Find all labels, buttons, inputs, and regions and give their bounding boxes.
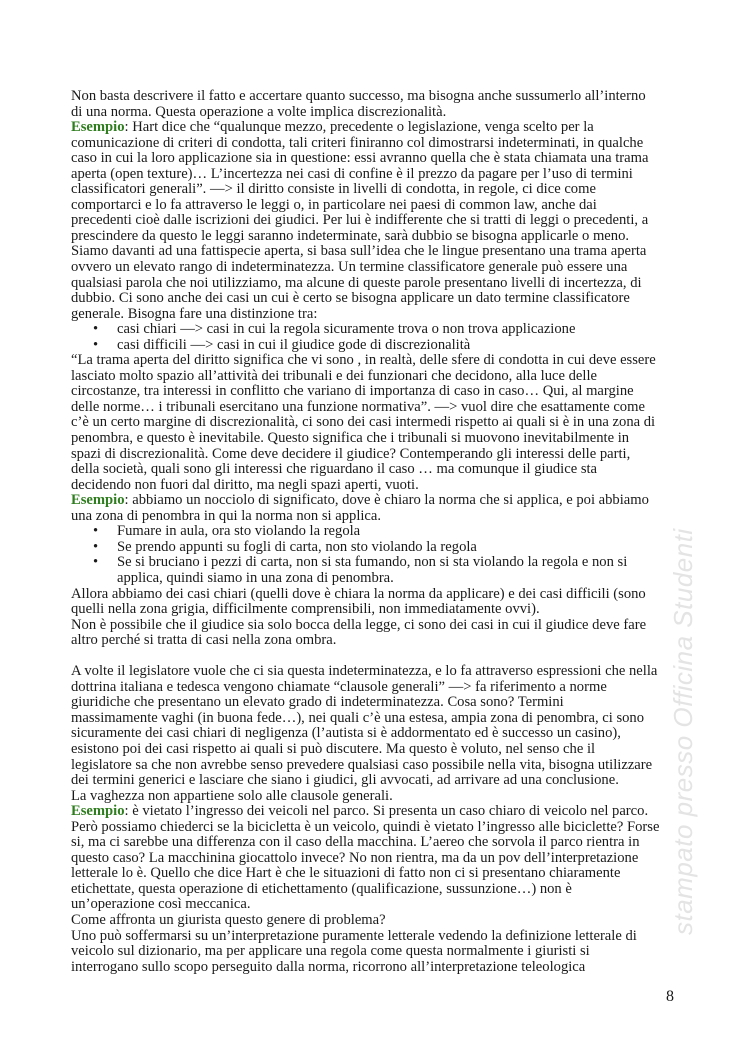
text-line: Allora abbiamo dei casi chiari (quelli dove è chiara la norma da applicare) e dei casi difficili (sono	[71, 585, 646, 602]
text-line: classificatori generali”. —> il diritto consiste in livelli di condotta, in regole, ci dice come	[71, 181, 596, 198]
paragraph	[71, 587, 691, 649]
paragraph	[71, 120, 691, 322]
text-span: : Hart dice che “qualunque mezzo, precedente o legislazione, venga scelto per la	[124, 119, 594, 136]
text-line: esistono poi dei casi rispetto ai quali si può discutere. Ma questo è voluto, nel senso che il	[71, 740, 596, 757]
list-item-text: Se prendo appunti su fogli di carta, non sto violando la regola	[117, 538, 477, 555]
list-item	[71, 322, 691, 338]
text-line: di una norma. Questa operazione a volte implica discrezionalità.	[71, 103, 447, 120]
paragraph	[71, 353, 691, 493]
text-line	[71, 493, 691, 509]
text-line: circostanze, tra interessi in conflitto che variano di importanza di caso in caso… Qui, al margine	[71, 383, 634, 400]
page-number: 8	[666, 988, 674, 1005]
bullet-icon: •	[93, 336, 99, 353]
text-line: della società, quali sono gli interessi che riguardano il caso … ma comunque il giudice sta	[71, 461, 598, 478]
example-label: Esempio	[71, 119, 125, 136]
text-line: quelli nella zona grigia, difficilmente comprensibili, non immediatamente ovvi).	[71, 601, 540, 618]
list-item-text: casi chiari —> casi in cui la regola sicuramente trova o non trova applicazione	[117, 321, 576, 338]
text-line: Come affronta un giurista questo genere di problema?	[71, 911, 386, 928]
document-body	[71, 89, 691, 975]
text-line: decidendo non fuori dal diritto, ma negli spazi aperti, vuoti.	[71, 476, 419, 493]
text-line: ovvero un elevato rango di indeterminatezza. Un termine classificatore generale può essere una	[71, 259, 628, 276]
text-line: generale. Bisogna fare una distinzione tra:	[71, 305, 318, 322]
list-item-text: Fumare in aula, ora sto violando la regola	[117, 523, 361, 540]
text-line: A volte il legislatore vuole che ci sia questa indeterminatezza, e lo fa attraverso espressioni che nella	[71, 663, 658, 680]
text-line: un’operazione così meccanica.	[71, 896, 251, 913]
text-line: si, ma ci sarebbe una differenza con il caso della macchina. L’aereo che sorvola il parco rientra in	[71, 834, 640, 851]
text-line: c’è un certo margine di discrezionalità, ci sono dei casi intermedi rispetto ai quali si è in una zona di	[71, 414, 656, 431]
text-line: “La trama aperta del diritto significa che vi sono , in realtà, delle sfere di condotta in cui deve essere	[71, 352, 656, 369]
text-line: aperta (open texture)… L’incertezza nei casi di confine è il prezzo da pagare per l’uso di termini	[71, 165, 633, 182]
paragraph	[71, 493, 691, 524]
text-line: Siamo davanti ad una fattispecie aperta, si basa sull’idea che le lingue presentano una trama aperta	[71, 243, 647, 260]
text-line: etichettate, questa operazione di etichettamento (qualificazione, sussunzione…) non è	[71, 880, 572, 897]
text-line: una zona di penombra in qui la norma non si applica.	[71, 507, 382, 524]
text-line: Non è possibile che il giudice sia solo bocca della legge, ci sono dei casi in cui il giudice deve fare	[71, 616, 647, 633]
text-span: : è vietato l’ingresso dei veicoli nel parco. Si presenta un caso chiaro di veicolo nel parco.	[124, 803, 649, 820]
blank-line	[71, 649, 691, 665]
bullet-icon: •	[93, 538, 99, 555]
bullet-list	[71, 322, 691, 353]
paragraph	[71, 804, 691, 975]
text-line	[71, 120, 691, 136]
list-item	[71, 540, 691, 556]
text-line: Non basta descrivere il fatto e accertare quanto successo, ma bisogna anche sussumerlo all’interno	[71, 88, 646, 104]
text-line: dubbio. Ci sono anche dei casi un cui è certo se bisogna applicare un dato termine classificatore	[71, 290, 630, 307]
text-line: delle norme… i tribunali esercitano una funzione normativa”. —> vuol dire che esattamente come	[71, 398, 645, 415]
text-line: precedenti cioè dalle iscrizioni dei giudici. Per lui è indifferente che si tratti di leggi o precedenti, a	[71, 212, 649, 229]
example-label: Esempio	[71, 803, 125, 820]
text-line: caso in cui la loro applicazione sia in questione: essi avranno quella che è stata chiamata una trama	[71, 150, 649, 167]
bullet-icon: •	[93, 321, 99, 338]
text-line: spazi di discrezionalità. Come deve decidere il giudice? Contemperando gli interessi delle parti,	[71, 445, 631, 462]
text-line: altro perché si tratta di casi nella zona ombra.	[71, 632, 337, 649]
paragraph	[71, 89, 691, 120]
text-line: dei termini generici e lasciare che siano i giudici, gli avvocati, ad arrivare ad una conclusione.	[71, 772, 619, 789]
text-line: qualsiasi parola che noi utilizziamo, ma alcune di queste parole presentano livelli di incertezza, di	[71, 274, 642, 291]
list-item	[71, 555, 691, 571]
text-line: massimamente vaghi (in buona fede…), nei quali c’è una estesa, ampia zona di penombra, ci sono	[71, 709, 645, 726]
text-line: veicolo sul dizionario, ma per applicare una regola come questa normalmente i giuristi si	[71, 943, 590, 960]
text-line: legislatore sa che non avrebbe senso prevedere qualsiasi caso possibile nella vita, bisogna utilizzare	[71, 756, 653, 773]
bullet-icon: •	[93, 523, 99, 540]
list-item-text: Se si bruciano i pezzi di carta, non si sta fumando, non si sta violando la regola e non si	[117, 554, 628, 571]
example-label: Esempio	[71, 492, 125, 509]
list-item-text: casi difficili —> casi in cui il giudice gode di discrezionalità	[117, 336, 471, 353]
text-line: penombra, e questo è inevitabile. Questo significa che i tribunali si muovono inevitabilmente in	[71, 430, 630, 447]
paragraph	[71, 664, 691, 804]
list-item-text: applica, quindi siamo in una zona di penombra.	[117, 569, 394, 586]
text-line	[71, 804, 691, 820]
watermark: stampato presso Officina Studenti	[668, 528, 698, 935]
bullet-icon: •	[93, 554, 99, 571]
text-line: lasciato molto spazio all’attività dei tribunali e dei funzionari che decidono, alla luce delle	[71, 367, 597, 384]
text-line: comunicazione di criteri di condotta, tali criteri finiranno col dimostrarsi indeterminati, in qualche	[71, 134, 644, 151]
text-span: : abbiamo un nocciolo di significato, dove è chiaro la norma che si applica, e poi abbiamo	[124, 492, 649, 509]
bullet-list	[71, 524, 691, 586]
text-line: questo caso? La macchinina giocattolo invece? No non rientra, ma da un pov dell’interpretazione	[71, 849, 639, 866]
text-line: La vaghezza non appartiene solo alle clausole generali.	[71, 787, 393, 804]
list-item	[71, 338, 691, 354]
list-item	[71, 524, 691, 540]
text-line: interrogano sullo scopo perseguito dalla norma, ricorrono all’interpretazione teleologica	[71, 958, 586, 975]
text-line: letterale lo è. Quello che dice Hart è che le situazioni di fatto non ci si presentano chiaramente	[71, 865, 621, 882]
text-line: prescindere da questo le leggi saranno indeterminate, sarà dubbio se bisogna applicarle o meno.	[71, 227, 630, 244]
list-item	[71, 571, 691, 587]
text-line: Però possiamo chiederci se la bicicletta è un veicolo, quindi è vietato l’ingresso alle biciclette? Forse	[71, 818, 660, 835]
text-line: sicuramente dei casi chiari di negligenza (l’autista si è addormentato ed è successo un casino),	[71, 725, 621, 742]
text-line: Uno può soffermarsi su un’interpretazione puramente letterale vedendo la definizione letterale di	[71, 927, 637, 944]
text-line: dottrina italiana e tedesca vengono chiamate “clausole generali” —> fa riferimento a norme	[71, 678, 607, 695]
text-line: giuridiche che presentano un elevato grado di indeterminatezza. Cosa sono? Termini	[71, 694, 564, 711]
text-line: comportarci e lo fa attraverso le leggi o, in particolare nei paesi di common law, anche dai	[71, 196, 597, 213]
